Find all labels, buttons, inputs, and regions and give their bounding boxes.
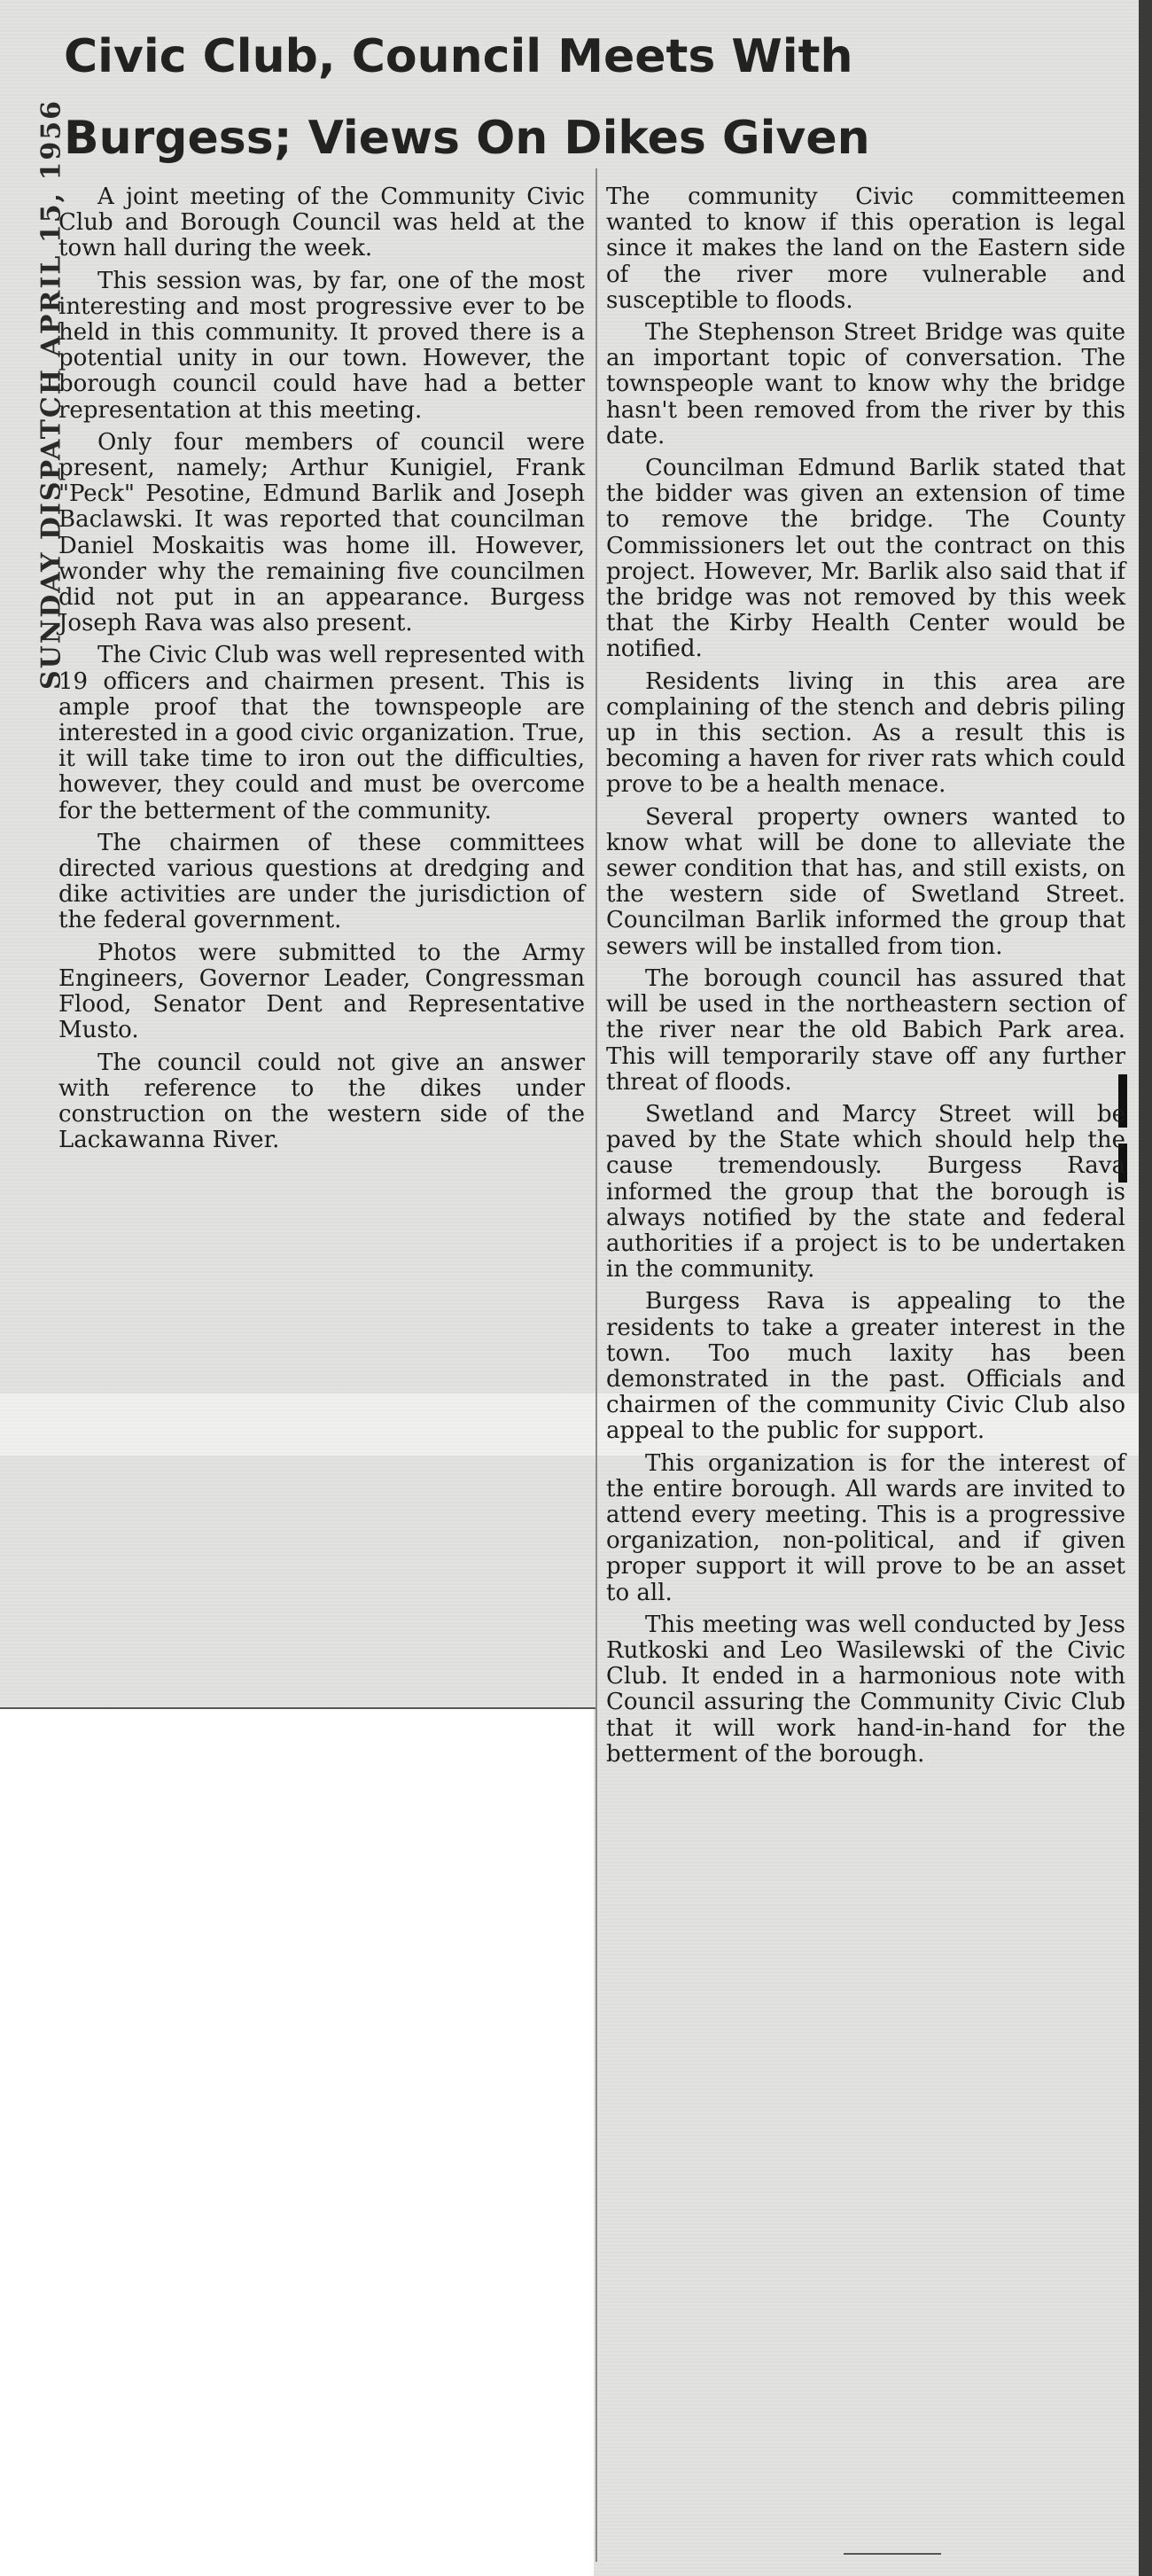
paragraph: The Stephenson Street Bridge was quite an important topic of conversation. The townspeople want to know why the bridge hasn't been removed from the river by this date. [606,319,1125,449]
paragraph: A joint meeting of the Community Civic Club and Borough Council was held at the town hall during the week. [58,183,585,262]
article-headline [64,16,1039,179]
paragraph: The borough council has assured that will be used in the northeastern section of the river near the old Babich Park area. This will temporarily stave off any further threat of floods. [606,964,1125,1096]
end-rule [844,2553,941,2555]
paragraph: This organization is for the interest of the entire borough. All wards are invited to attend every meeting. This is a progressive organization, non-political, and if given proper support it will prove to be an asset to all. [606,1449,1125,1606]
paragraph: Swetland and Marcy Street will be paved by the State which should help the cause tremendously. Burgess Rava informed the group that the borough is always notified by the state and federal authorities if a project is to be undertaken in the community. [606,1100,1125,1284]
article-column-left [58,184,585,1159]
paragraph: This meeting was well conducted by Jess Rutkoski and Leo Wasilewski of the Civic Club. It ended in a harmonious note with Council assuring the Community Civic Club that it will work hand-in-hand for the betterment of the borough. [606,1611,1125,1768]
article-column-right [606,184,1125,1774]
paragraph: Burgess Rava is appealing to the residents to take a greater interest in the town. Too much laxity has been demonstrated in the past. Officials and chairmen of the community Civic Club also appeal to the public for support. [606,1288,1125,1445]
paragraph: The chairmen of these committees directed various questions at dredging and dike activities are under the jurisdiction of the federal government. [58,829,585,934]
paragraph: Residents living in this area are complaining of the stench and debris piling up in this section. As a result this is becoming a haven for river rats which could prove to be a health menace. [606,667,1125,799]
column-divider [595,168,597,2562]
clipping-bottom-edge [0,1707,595,1709]
paragraph: The Civic Club was well represented with 19 officers and chairmen present. This is ample proof that the townspeople are interested in a good civic organization. True, it will take time to iron out the difficulties, however, they could and must be overcome for the betterment of the community. [58,642,585,824]
paragraph: Photos were submitted to the Army Engineers, Governor Leader, Congressman Flood, Senator Dent and Representative Musto. [58,939,585,1044]
paragraph: Only four members of council were present, namely; Arthur Kunigiel, Frank "Peck" Pesotine, Edmund Barlik and Joseph Baclawski. It was reported that councilman Daniel Moskaitis was home ill. However, wonder why the remaining five councilmen did not put in an appearance. Burgess Joseph Rava was also present. [58,428,585,637]
clipping-lower-section [594,1707,1152,2576]
headline-line-2: Burgess; Views On Dikes Given [64,112,870,165]
paragraph: Several property owners wanted to know what will be done to alleviate the sewer condition that has, and still exists, on the western side of Swetland Street. Councilman Barlik informed the group that sewers will be installed from tion. [606,803,1125,960]
paragraph: The community Civic committeemen wanted to know if this operation is legal since it makes the land on the Eastern side of the river more vulnerable and susceptible to floods. [606,183,1125,314]
dateline-text: SUNDAY DISPATCH APRIL 15, 1956 [35,98,67,691]
headline-line-1: Civic Club, Council Meets With [64,30,853,83]
paragraph: Councilman Edmund Barlik stated that the bidder was given an extension of time to remove the bridge. The County Commissioners let out the contract on this project. However, Mr. Barlik also said that if the bridge was not removed by this week that the Kirby Health Center would be notified. [606,455,1125,663]
scan-edge [1139,0,1152,2576]
paragraph: The council could not give an answer with reference to the dikes under construction on the western side of the Lackawanna River. [58,1049,585,1154]
paragraph: This session was, by far, one of the most interesting and most progressive ever to be held in this community. It proved there is a potential unity in our town. However, the borough council could have had a better representation at this meeting. [58,267,585,424]
